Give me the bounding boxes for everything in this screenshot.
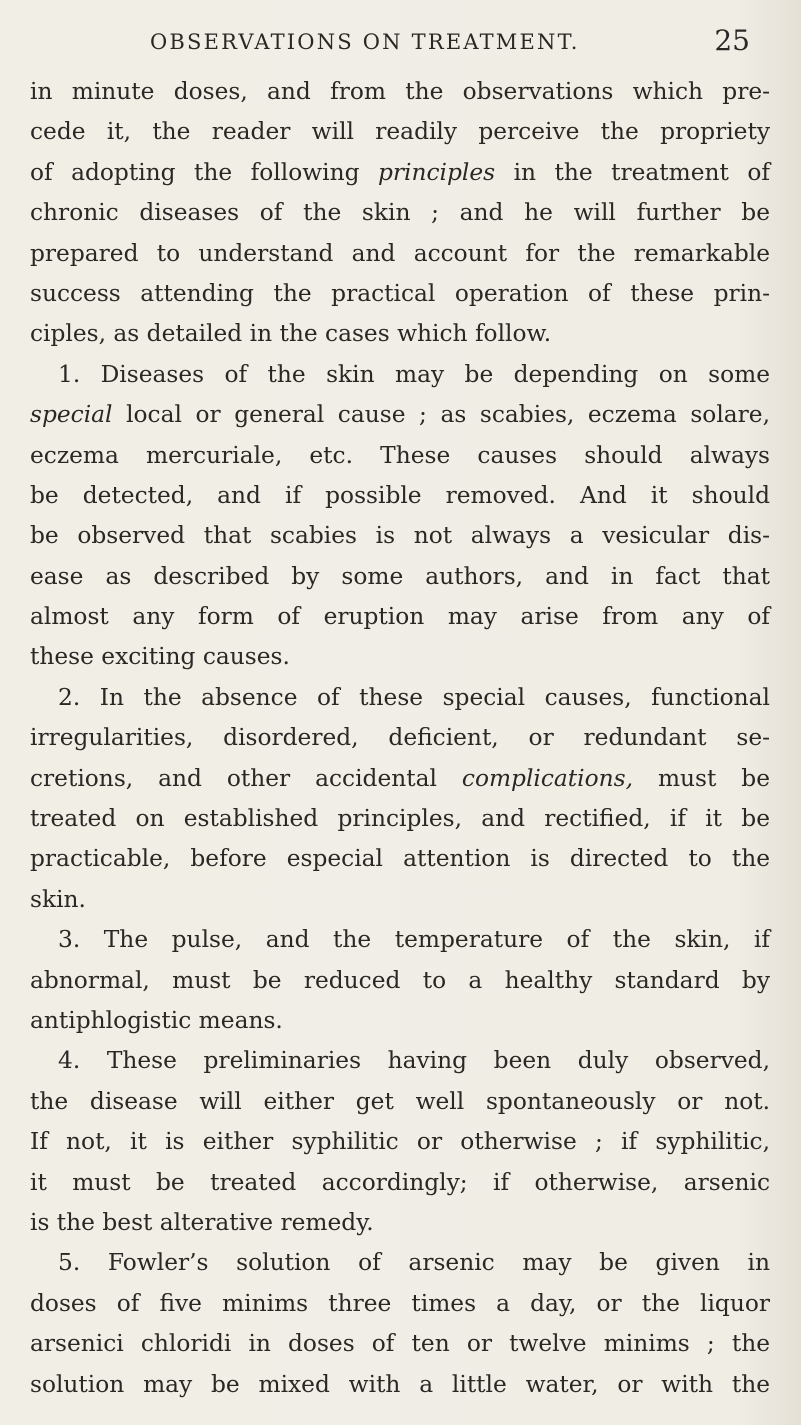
text-segment: If not, it is either syphilitic or otherwise ; if syphilitic, (30, 1128, 770, 1156)
text-segment: success attending the practical operation of these prin- (30, 279, 770, 307)
text-segment: 2. In the absence of these special causes, functional (58, 683, 770, 711)
text-segment: cretions, and other accidental (30, 764, 462, 792)
text-line (30, 597, 770, 637)
text-line (30, 436, 770, 476)
text-line (30, 153, 770, 193)
text-segment: doses of five minims three times a day, or the liquor (30, 1289, 770, 1317)
text-line (30, 355, 770, 395)
text-line (30, 516, 770, 556)
text-line (30, 1122, 770, 1162)
text-line (30, 1163, 770, 1203)
text-line (30, 193, 770, 233)
text-segment: 1. Diseases of the skin may be depending on some (58, 360, 770, 388)
text-line (30, 880, 770, 920)
running-title: OBSERVATIONS ON TREATMENT. (150, 30, 580, 54)
text-line (30, 678, 770, 718)
text-segment: prepared to understand and account for the remarkable (30, 239, 770, 267)
body-text (30, 72, 770, 1405)
text-segment: in minute doses, and from the observations which pre- (30, 78, 770, 105)
text-line (30, 961, 770, 1001)
text-line (30, 274, 770, 314)
text-segment: ease as described by some authors, and in fact that (30, 562, 770, 590)
text-segment: of adopting the following (30, 158, 378, 186)
text-segment: eczema mercuriale, etc. These causes should always (30, 441, 770, 469)
text-line (30, 476, 770, 516)
text-line (30, 718, 770, 758)
text-line (30, 1082, 770, 1122)
page-header (150, 24, 750, 70)
text-segment: abnormal, must be reduced to a healthy standard by (30, 966, 770, 994)
text-segment: it must be treated accordingly; if otherwise, arsenic (30, 1168, 770, 1196)
text-segment: 4. These preliminaries having been duly observed, (58, 1047, 770, 1075)
text-segment: practicable, before especial attention is directed to the (30, 845, 770, 873)
text-segment: cede it, the reader will readily perceive the propriety (30, 118, 770, 146)
text-segment: be detected, and if possible removed. And it should (30, 481, 770, 509)
italic-text: principles (378, 158, 496, 186)
page-number: 25 (714, 24, 750, 57)
text-line (30, 112, 770, 152)
text-line (30, 1001, 770, 1041)
text-segment: arsenici chloridi in doses of ten or twelve minims ; the (30, 1330, 770, 1358)
italic-text: complications, (461, 764, 634, 792)
text-line (30, 1243, 770, 1283)
text-line (30, 72, 770, 112)
text-segment: 5. Fowler’s solution of arsenic may be given in (58, 1249, 770, 1277)
italic-text: special (30, 401, 113, 429)
text-line (30, 395, 770, 435)
text-segment: the disease will either get well spontaneously or not. (30, 1087, 770, 1115)
text-line (30, 637, 770, 677)
text-segment: antiphlogistic means. (30, 1006, 283, 1034)
text-line (30, 1203, 770, 1243)
text-segment: local or general cause ; as scabies, eczema solare, (112, 401, 770, 429)
text-segment: irregularities, disordered, deficient, or redundant se- (30, 724, 770, 752)
text-segment: treated on established principles, and rectified, if it be (30, 805, 770, 833)
text-segment: must be (633, 764, 770, 792)
text-segment: chronic diseases of the skin ; and he will further be (30, 199, 770, 227)
text-segment: 3. The pulse, and the temperature of the skin, if (58, 926, 770, 954)
text-line (30, 1324, 770, 1364)
text-line (30, 799, 770, 839)
text-segment: in the treatment of (495, 158, 770, 186)
text-segment: ciples, as detailed in the cases which follow. (30, 320, 552, 348)
text-line (30, 920, 770, 960)
text-line (30, 234, 770, 274)
text-line (30, 1365, 770, 1405)
text-line (30, 839, 770, 879)
text-segment: solution may be mixed with a little water, or with the (30, 1370, 770, 1398)
text-line (30, 1284, 770, 1324)
text-segment: is the best alterative remedy. (30, 1208, 374, 1236)
text-line (30, 314, 770, 354)
text-line (30, 557, 770, 597)
text-line (30, 759, 770, 799)
text-segment: almost any form of eruption may arise from any of (30, 603, 770, 631)
text-segment: these exciting causes. (30, 643, 290, 671)
text-line (30, 1041, 770, 1081)
text-segment: skin. (30, 885, 86, 913)
text-segment: be observed that scabies is not always a vesicular dis- (30, 522, 770, 550)
